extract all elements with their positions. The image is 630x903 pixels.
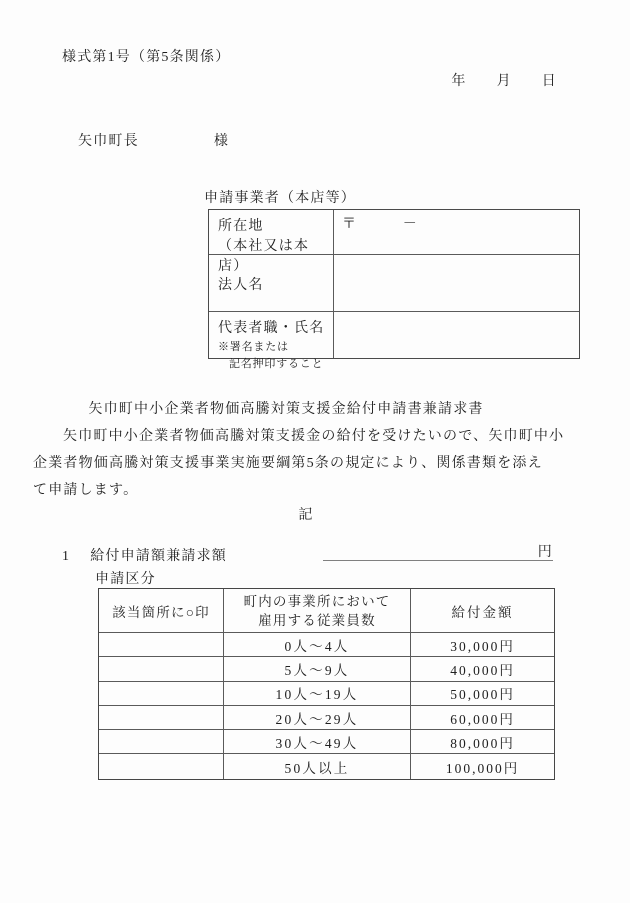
- addressee-honorific: 様: [213, 134, 230, 149]
- representative-note: ※署名または: [218, 341, 289, 353]
- application-category-label: 申請区分: [95, 572, 156, 587]
- employees-header-line: 町内の事業所において: [243, 593, 391, 609]
- representative-value-cell: [334, 312, 579, 358]
- amount-unit: 円: [537, 545, 553, 560]
- addressee-line: [78, 130, 229, 150]
- address-value-cell: [334, 210, 579, 254]
- paragraph-line: 矢巾町中小企業者物価高騰対策支援金の給付を受けたいので、矢巾町中小: [63, 429, 565, 444]
- employees-column-header: [224, 589, 411, 632]
- year-label: 年: [451, 74, 467, 89]
- representative-label: 代表者職・氏名: [218, 321, 325, 336]
- section1-heading-line: [62, 545, 227, 565]
- address-label: 所在地: [218, 219, 264, 234]
- applicant-info-table: [208, 209, 580, 370]
- corporate-name-label-cell: [209, 255, 334, 311]
- amount-field: [323, 541, 553, 561]
- section-number: 1: [62, 549, 71, 564]
- mark-cell: [99, 706, 224, 729]
- table-row: [99, 754, 554, 778]
- addressee-name: 矢巾町長: [78, 134, 139, 149]
- amount-column-header: 給付金額: [451, 604, 514, 620]
- amount-cell: 50,000円: [450, 687, 515, 703]
- employees-cell: 50人以上: [224, 754, 411, 778]
- employees-header-line: 雇用する従業員数: [258, 612, 376, 628]
- address-label-sub: （本社又は本店）: [218, 239, 310, 274]
- corporate-name-value-cell: [334, 255, 579, 311]
- mark-column-header: 該当箇所に○印: [99, 589, 224, 632]
- applicant-corporate-name-row: [209, 255, 579, 312]
- table-row: [99, 706, 554, 730]
- amount-cell: 30,000円: [450, 638, 515, 654]
- record-heading: 記: [298, 508, 314, 523]
- month-label: 月: [496, 74, 512, 89]
- paragraph-line: 企業者物価高騰対策支援事業実施要綱第5条の規定により、関係書類を添え: [33, 456, 543, 471]
- grant-amount-table: [98, 588, 555, 780]
- table-row: [99, 633, 554, 657]
- table-row: [99, 682, 554, 706]
- employees-cell: 10人～19人: [224, 682, 411, 705]
- date-line: [0, 70, 557, 90]
- table-row: [99, 730, 554, 754]
- section-heading: 給付申請額兼請求額: [90, 549, 228, 564]
- mark-cell: [99, 730, 224, 753]
- applicant-box-caption: 申請事業者（本店等）: [204, 191, 356, 206]
- postal-code-field: 〒 －: [342, 217, 418, 232]
- corporate-name-label: 法人名: [218, 277, 264, 293]
- amount-cell: 40,000円: [450, 662, 515, 678]
- mark-cell: [99, 754, 224, 778]
- employees-cell: 5人～9人: [224, 657, 411, 680]
- applicant-representative-row: [209, 312, 579, 370]
- table-header-row: [99, 589, 554, 633]
- body-paragraph: [33, 423, 578, 504]
- representative-note-sub: 記名押印すること: [229, 358, 324, 370]
- day-label: 日: [541, 74, 557, 89]
- representative-label-cell: [209, 312, 334, 370]
- employees-cell: 30人～49人: [224, 730, 411, 753]
- mark-cell: [99, 682, 224, 705]
- amount-cell: 80,000円: [450, 735, 515, 751]
- mark-cell: [99, 633, 224, 656]
- address-label-cell: [209, 210, 334, 274]
- document-title: 矢巾町中小企業者物価高騰対策支援金給付申請書兼請求書: [88, 402, 484, 417]
- applicant-address-row: [209, 210, 579, 274]
- paragraph-line: て申請します。: [33, 483, 139, 498]
- amount-cell: 60,000円: [450, 711, 515, 727]
- form-number-label: 様式第1号（第5条関係）: [62, 50, 231, 65]
- employees-cell: 20人～29人: [224, 706, 411, 729]
- mark-cell: [99, 657, 224, 680]
- table-row: [99, 657, 554, 681]
- employees-cell: 0人～4人: [224, 633, 411, 656]
- amount-cell: 100,000円: [445, 760, 520, 776]
